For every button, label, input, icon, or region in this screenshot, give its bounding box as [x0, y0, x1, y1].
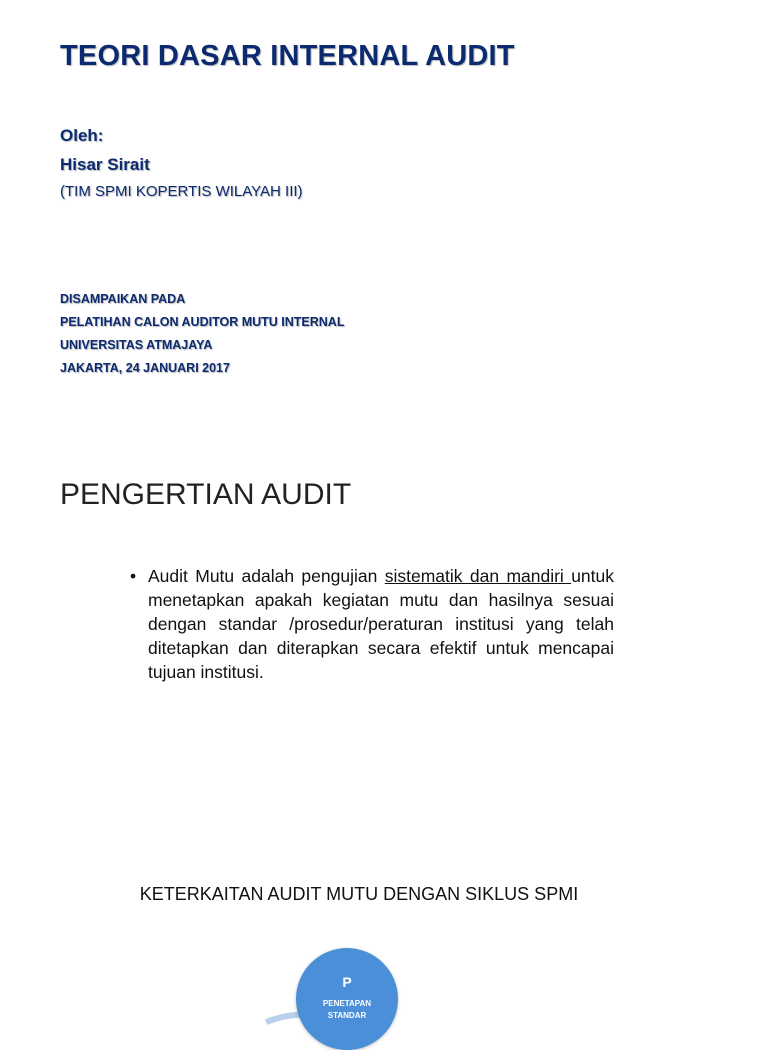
cycle-node-letter: P — [342, 974, 352, 990]
delivery-line: JAKARTA, 24 JANUARI 2017 — [60, 361, 230, 375]
delivery-line: DISAMPAIKAN PADA — [60, 292, 186, 306]
bullet-text-underlined: sistematik dan mandiri — [384, 566, 572, 586]
author-affiliation: (TIM SPMI KOPERTIS WILAYAH III) — [60, 183, 303, 200]
delivery-line: UNIVERSITAS ATMAJAYA — [60, 338, 213, 352]
delivery-line: PELATIHAN CALON AUDITOR MUTU INTERNAL — [60, 315, 345, 329]
bullet-text-start: Audit Mutu adalah pengujian — [148, 566, 385, 586]
bullet-list — [130, 564, 614, 684]
cycle-node-label: PENETAPAN STANDAR — [322, 999, 372, 1020]
bullet-glyph: • — [130, 566, 137, 586]
slide-heading: PENGERTIAN AUDIT — [60, 478, 352, 511]
cycle-node-penetapan — [296, 948, 398, 1050]
delivery-info — [60, 291, 344, 383]
presentation-title: TEORI DASAR INTERNAL AUDIT — [60, 40, 515, 72]
bullet-item — [130, 564, 614, 684]
bullet-text-end: untuk menetapkan apakah kegiatan mutu dan hasilnya sesuai dengan standar /prosedur/peraturan institusi yang telah ditetapkan dan diterapkan secara efektif untuk mencapai tujuan institusi. — [148, 566, 614, 682]
slide-cycle — [0, 840, 768, 1024]
author-name: Hisar Sirait — [60, 155, 150, 174]
slide-heading: KETERKAITAN AUDIT MUTU DENGAN SIKLUS SPMI — [139, 884, 579, 904]
by-label: Oleh: — [60, 126, 104, 145]
slide-title — [0, 0, 768, 440]
slide-definition — [0, 440, 768, 840]
